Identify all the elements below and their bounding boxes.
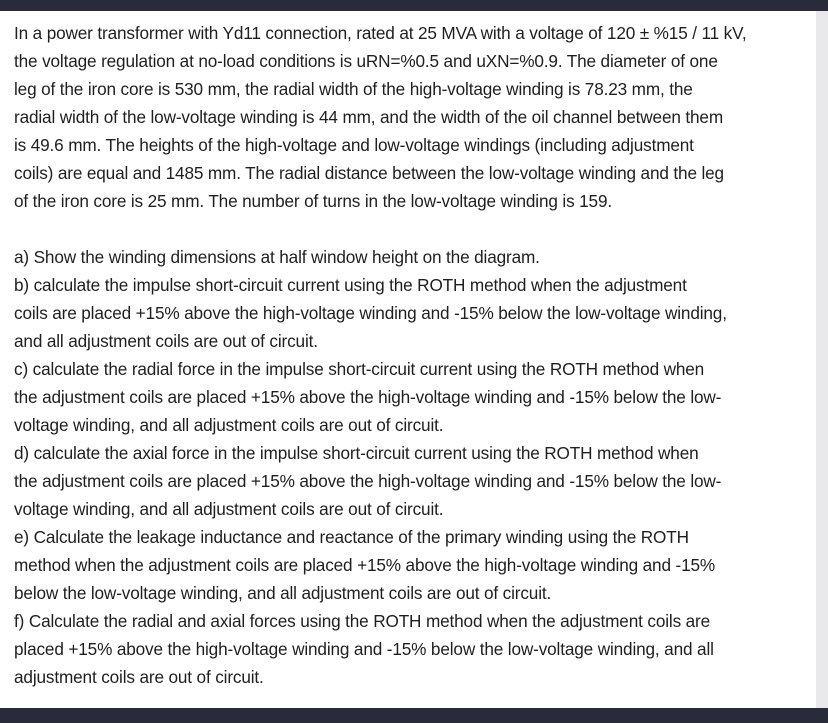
bottom-bar bbox=[0, 708, 828, 723]
task-e bbox=[14, 523, 812, 607]
statement-line: In a power transformer with Yd11 connection, rated at 25 MVA with a voltage of 120 ± %15 / 11 kV, bbox=[14, 23, 747, 43]
problem-text bbox=[14, 19, 812, 691]
message-panel bbox=[0, 11, 816, 708]
task-d bbox=[14, 439, 812, 523]
statement-line: radial width of the low-voltage winding is 44 mm, and the width of the oil channel between them bbox=[14, 107, 723, 127]
task-line: c) calculate the radial force in the impulse short-circuit current using the ROTH method when bbox=[14, 359, 705, 379]
statement-line: leg of the iron core is 530 mm, the radial width of the high-voltage winding is 78.23 mm, the bbox=[14, 79, 693, 99]
problem-statement bbox=[14, 19, 812, 215]
task-b bbox=[14, 271, 812, 355]
task-line: the adjustment coils are placed +15% above the high-voltage winding and -15% below the low- bbox=[14, 471, 722, 491]
task-f bbox=[14, 607, 812, 691]
task-line: e) Calculate the leakage inductance and reactance of the primary winding using the ROTH bbox=[14, 527, 689, 547]
task-line: voltage winding, and all adjustment coils are out of circuit. bbox=[14, 499, 444, 519]
top-bar bbox=[0, 0, 828, 11]
statement-line: is 49.6 mm. The heights of the high-voltage and low-voltage windings (including adjustment bbox=[14, 135, 694, 155]
task-line: the adjustment coils are placed +15% above the high-voltage winding and -15% below the low- bbox=[14, 387, 722, 407]
task-line: a) Show the winding dimensions at half window height on the diagram. bbox=[14, 247, 540, 267]
task-line: method when the adjustment coils are placed +15% above the high-voltage winding and -15% bbox=[14, 555, 716, 575]
statement-line: the voltage regulation at no-load conditions is uRN=%0.5 and uXN=%0.9. The diameter of one bbox=[14, 51, 718, 71]
paragraph-gap bbox=[14, 215, 812, 243]
task-c bbox=[14, 355, 812, 439]
task-line: b) calculate the impulse short-circuit current using the ROTH method when the adjustment bbox=[14, 275, 687, 295]
task-line: d) calculate the axial force in the impulse short-circuit current using the ROTH method when bbox=[14, 443, 699, 463]
task-a bbox=[14, 243, 812, 271]
task-line: adjustment coils are out of circuit. bbox=[14, 667, 264, 687]
statement-line: coils) are equal and 1485 mm. The radial distance between the low-voltage winding and the leg bbox=[14, 163, 724, 183]
task-line: coils are placed +15% above the high-voltage winding and -15% below the low-voltage winding, bbox=[14, 303, 727, 323]
statement-line: of the iron core is 25 mm. The number of turns in the low-voltage winding is 159. bbox=[14, 191, 612, 211]
task-line: f) Calculate the radial and axial forces using the ROTH method when the adjustment coils are bbox=[14, 611, 711, 631]
task-line: placed +15% above the high-voltage winding and -15% below the low-voltage winding, and all bbox=[14, 639, 714, 659]
task-line: below the low-voltage winding, and all adjustment coils are out of circuit. bbox=[14, 583, 552, 603]
scrollbar-track[interactable] bbox=[816, 11, 828, 708]
task-line: and all adjustment coils are out of circuit. bbox=[14, 331, 318, 351]
task-line: voltage winding, and all adjustment coils are out of circuit. bbox=[14, 415, 444, 435]
